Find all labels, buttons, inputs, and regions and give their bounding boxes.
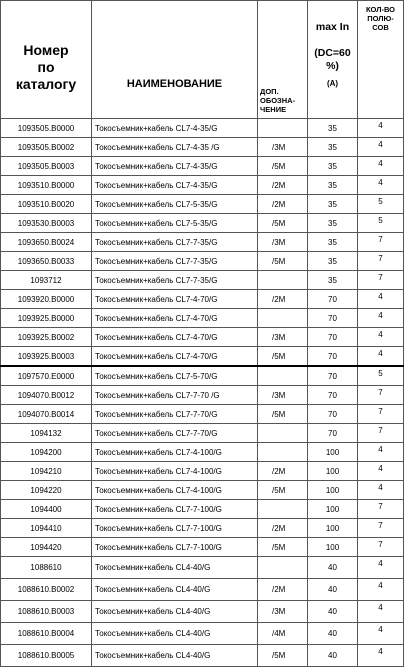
table-row	[1, 347, 404, 367]
cell-dop: /2M	[258, 462, 308, 481]
cell-kol: 4	[358, 443, 404, 462]
table-body	[1, 119, 404, 667]
cell-name: Токосъемник+кабель CL7-7-70/G	[92, 405, 258, 424]
table-row	[1, 157, 404, 176]
cell-kol: 7	[358, 500, 404, 519]
header-dop-line-2: ОБОЗНА-	[260, 96, 296, 105]
cell-catalog: 1093510.B0000	[1, 176, 92, 195]
table-row	[1, 309, 404, 328]
cell-catalog: 1093920.B0000	[1, 290, 92, 309]
cell-dop: /3M	[258, 386, 308, 405]
cell-max: 70	[308, 386, 358, 405]
cell-max: 40	[308, 579, 358, 601]
cell-kol: 4	[358, 176, 404, 195]
table-row	[1, 462, 404, 481]
cell-max: 100	[308, 538, 358, 557]
cell-max: 100	[308, 481, 358, 500]
cell-kol: 7	[358, 424, 404, 443]
cell-max: 35	[308, 214, 358, 233]
cell-max: 35	[308, 195, 358, 214]
header-kol	[358, 1, 404, 119]
cell-kol: 7	[358, 538, 404, 557]
table-row	[1, 500, 404, 519]
cell-name: Токосъемник+кабель CL7-4-35/G	[92, 119, 258, 138]
cell-catalog: 1094410	[1, 519, 92, 538]
cell-name: Токосъемник+кабель CL7-4-35/G	[92, 157, 258, 176]
header-catalog-line-2: по	[37, 59, 55, 75]
cell-max: 35	[308, 138, 358, 157]
table-row	[1, 252, 404, 271]
cell-max: 100	[308, 443, 358, 462]
cell-max: 35	[308, 233, 358, 252]
cell-name: Токосъемник+кабель CL7-4-70/G	[92, 347, 258, 367]
cell-dop: /2M	[258, 176, 308, 195]
table-row	[1, 424, 404, 443]
cell-max: 40	[308, 623, 358, 645]
cell-max: 70	[308, 347, 358, 367]
header-catalog-line-1: Номер	[23, 42, 69, 58]
cell-dop	[258, 271, 308, 290]
cell-dop: /5M	[258, 214, 308, 233]
cell-max: 70	[308, 290, 358, 309]
cell-catalog: 1093505.B0000	[1, 119, 92, 138]
cell-name: Токосъемник+кабель CL7-4-100/G	[92, 443, 258, 462]
cell-catalog: 1088610.B0005	[1, 645, 92, 667]
table-row	[1, 519, 404, 538]
cell-kol: 7	[358, 386, 404, 405]
cell-kol: 7	[358, 252, 404, 271]
cell-catalog: 1093712	[1, 271, 92, 290]
header-dop-line-3: ЧЕНИЕ	[260, 105, 287, 114]
cell-catalog: 1088610	[1, 557, 92, 579]
cell-name: Токосъемник+кабель CL7-7-35/G	[92, 252, 258, 271]
cell-kol: 5	[358, 195, 404, 214]
table-row	[1, 601, 404, 623]
header-catalog-line-3: каталогу	[15, 76, 77, 92]
cell-dop	[258, 443, 308, 462]
cell-max: 35	[308, 176, 358, 195]
cell-kol: 7	[358, 271, 404, 290]
cell-kol: 4	[358, 462, 404, 481]
cell-name: Токосъемник+кабель CL7-4-70/G	[92, 309, 258, 328]
table-row	[1, 538, 404, 557]
cell-catalog: 1097570.E0000	[1, 366, 92, 386]
header-max	[308, 1, 358, 119]
cell-name: Токосъемник+кабель CL7-5-35/G	[92, 214, 258, 233]
cell-name: Токосъемник+кабель CL7-5-35/G	[92, 195, 258, 214]
cell-catalog: 1093510.B0020	[1, 195, 92, 214]
cell-name: Токосъемник+кабель CL7-4-70/G	[92, 290, 258, 309]
table-row	[1, 233, 404, 252]
cell-dop: /5M	[258, 347, 308, 367]
cell-catalog: 1094210	[1, 462, 92, 481]
cell-dop: /5M	[258, 157, 308, 176]
cell-dop: /2M	[258, 519, 308, 538]
table-row	[1, 290, 404, 309]
cell-catalog: 1093925.B0000	[1, 309, 92, 328]
cell-max: 100	[308, 500, 358, 519]
cell-name: Токосъемник+кабель CL7-4-100/G	[92, 462, 258, 481]
cell-dop	[258, 309, 308, 328]
cell-dop: /5M	[258, 481, 308, 500]
header-dop	[258, 1, 308, 119]
cell-catalog: 1094220	[1, 481, 92, 500]
cell-kol: 7	[358, 405, 404, 424]
cell-max: 70	[308, 424, 358, 443]
table-row	[1, 214, 404, 233]
header-catalog	[1, 1, 92, 119]
cell-kol: 5	[358, 366, 404, 386]
cell-dop: /2M	[258, 195, 308, 214]
table-row	[1, 481, 404, 500]
cell-dop: /5M	[258, 645, 308, 667]
cell-dop: /3M	[258, 138, 308, 157]
cell-catalog: 1088610.B0004	[1, 623, 92, 645]
table-header-row	[1, 1, 404, 119]
header-max-line-3: %)	[326, 60, 339, 72]
cell-name: Токосъемник+кабель CL7-7-70 /G	[92, 386, 258, 405]
table-row	[1, 443, 404, 462]
cell-kol: 4	[358, 290, 404, 309]
cell-dop: /5M	[258, 538, 308, 557]
cell-kol: 4	[358, 601, 404, 623]
cell-kol: 4	[358, 557, 404, 579]
cell-catalog: 1094420	[1, 538, 92, 557]
table-row	[1, 579, 404, 601]
cell-kol: 4	[358, 481, 404, 500]
cell-kol: 4	[358, 579, 404, 601]
cell-kol: 7	[358, 519, 404, 538]
cell-catalog: 1088610.B0002	[1, 579, 92, 601]
header-name: НАИМЕНОВАНИЕ	[92, 1, 258, 119]
header-kol-line-1: КОЛ-ВО	[365, 5, 396, 14]
cell-kol: 4	[358, 623, 404, 645]
cell-dop	[258, 366, 308, 386]
cell-max: 35	[308, 157, 358, 176]
cell-kol: 4	[358, 328, 404, 347]
cell-name: Токосъемник+кабель CL7-4-35 /G	[92, 138, 258, 157]
cell-name: Токосъемник+кабель CL4-40/G	[92, 557, 258, 579]
cell-name: Токосъемник+кабель CL7-7-100/G	[92, 500, 258, 519]
cell-max: 35	[308, 119, 358, 138]
cell-name: Токосъемник+кабель CL4-40/G	[92, 579, 258, 601]
cell-kol: 4	[358, 309, 404, 328]
cell-name: Токосъемник+кабель CL7-7-70/G	[92, 424, 258, 443]
header-dop-line-1: ДОП.	[260, 87, 279, 96]
table-row	[1, 328, 404, 347]
table-row	[1, 119, 404, 138]
cell-max: 100	[308, 519, 358, 538]
cell-catalog: 1093925.B0002	[1, 328, 92, 347]
header-kol-line-3: СОВ	[372, 23, 389, 32]
cell-catalog: 1093650.B0033	[1, 252, 92, 271]
cell-max: 40	[308, 645, 358, 667]
cell-catalog: 1093505.B0002	[1, 138, 92, 157]
cell-kol: 4	[358, 119, 404, 138]
cell-dop: /2M	[258, 290, 308, 309]
cell-name: Токосъемник+кабель CL4-40/G	[92, 601, 258, 623]
cell-kol: 4	[358, 645, 404, 667]
header-max-line-2: (DC=60	[314, 47, 351, 59]
cell-kol: 7	[358, 233, 404, 252]
cell-dop: /3M	[258, 328, 308, 347]
cell-catalog: 1093925.B0003	[1, 347, 92, 367]
cell-dop: /5M	[258, 405, 308, 424]
cell-name: Токосъемник+кабель CL7-7-35/G	[92, 271, 258, 290]
table-row	[1, 138, 404, 157]
cell-catalog: 1093650.B0024	[1, 233, 92, 252]
cell-catalog: 1094400	[1, 500, 92, 519]
cell-max: 40	[308, 557, 358, 579]
cell-name: Токосъемник+кабель CL4-40/G	[92, 645, 258, 667]
table-row	[1, 176, 404, 195]
cell-dop: /5M	[258, 252, 308, 271]
table-row	[1, 645, 404, 667]
cell-catalog: 1094132	[1, 424, 92, 443]
cell-dop: /2M	[258, 579, 308, 601]
table-row	[1, 366, 404, 386]
cell-kol: 5	[358, 214, 404, 233]
cell-max: 35	[308, 252, 358, 271]
cell-kol: 4	[358, 138, 404, 157]
header-max-unit: (A)	[326, 79, 339, 88]
cell-max: 70	[308, 366, 358, 386]
cell-max: 70	[308, 309, 358, 328]
cell-catalog: 1088610.B0003	[1, 601, 92, 623]
cell-max: 70	[308, 405, 358, 424]
cell-dop	[258, 424, 308, 443]
cell-dop: /3M	[258, 233, 308, 252]
cell-catalog: 1094200	[1, 443, 92, 462]
table-row	[1, 386, 404, 405]
table-row	[1, 623, 404, 645]
cell-catalog: 1093505.B0003	[1, 157, 92, 176]
cell-dop	[258, 557, 308, 579]
header-kol-line-2: ПОЛЮ-	[367, 14, 394, 23]
cell-catalog: 1094070.B0012	[1, 386, 92, 405]
cell-catalog: 1094070.B0014	[1, 405, 92, 424]
cell-kol: 4	[358, 347, 404, 367]
cell-name: Токосъемник+кабель CL7-4-70/G	[92, 328, 258, 347]
header-max-line-1: max In	[315, 21, 350, 33]
cell-name: Токосъемник+кабель CL7-4-35/G	[92, 176, 258, 195]
cell-name: Токосъемник+кабель CL7-4-100/G	[92, 481, 258, 500]
cell-max: 100	[308, 462, 358, 481]
cell-max: 70	[308, 328, 358, 347]
table-row	[1, 271, 404, 290]
cell-name: Токосъемник+кабель CL7-7-100/G	[92, 538, 258, 557]
cell-kol: 4	[358, 157, 404, 176]
cell-max: 35	[308, 271, 358, 290]
cell-dop: /4M	[258, 623, 308, 645]
table-row	[1, 405, 404, 424]
table-row	[1, 195, 404, 214]
table-row	[1, 557, 404, 579]
cell-dop	[258, 500, 308, 519]
cell-name: Токосъемник+кабель CL7-5-70/G	[92, 366, 258, 386]
cell-dop: /3M	[258, 601, 308, 623]
cell-name: Токосъемник+кабель CL7-7-100/G	[92, 519, 258, 538]
cell-dop	[258, 119, 308, 138]
cell-name: Токосъемник+кабель CL4-40/G	[92, 623, 258, 645]
cell-name: Токосъемник+кабель CL7-7-35/G	[92, 233, 258, 252]
cell-max: 40	[308, 601, 358, 623]
cell-catalog: 1093530.B0003	[1, 214, 92, 233]
